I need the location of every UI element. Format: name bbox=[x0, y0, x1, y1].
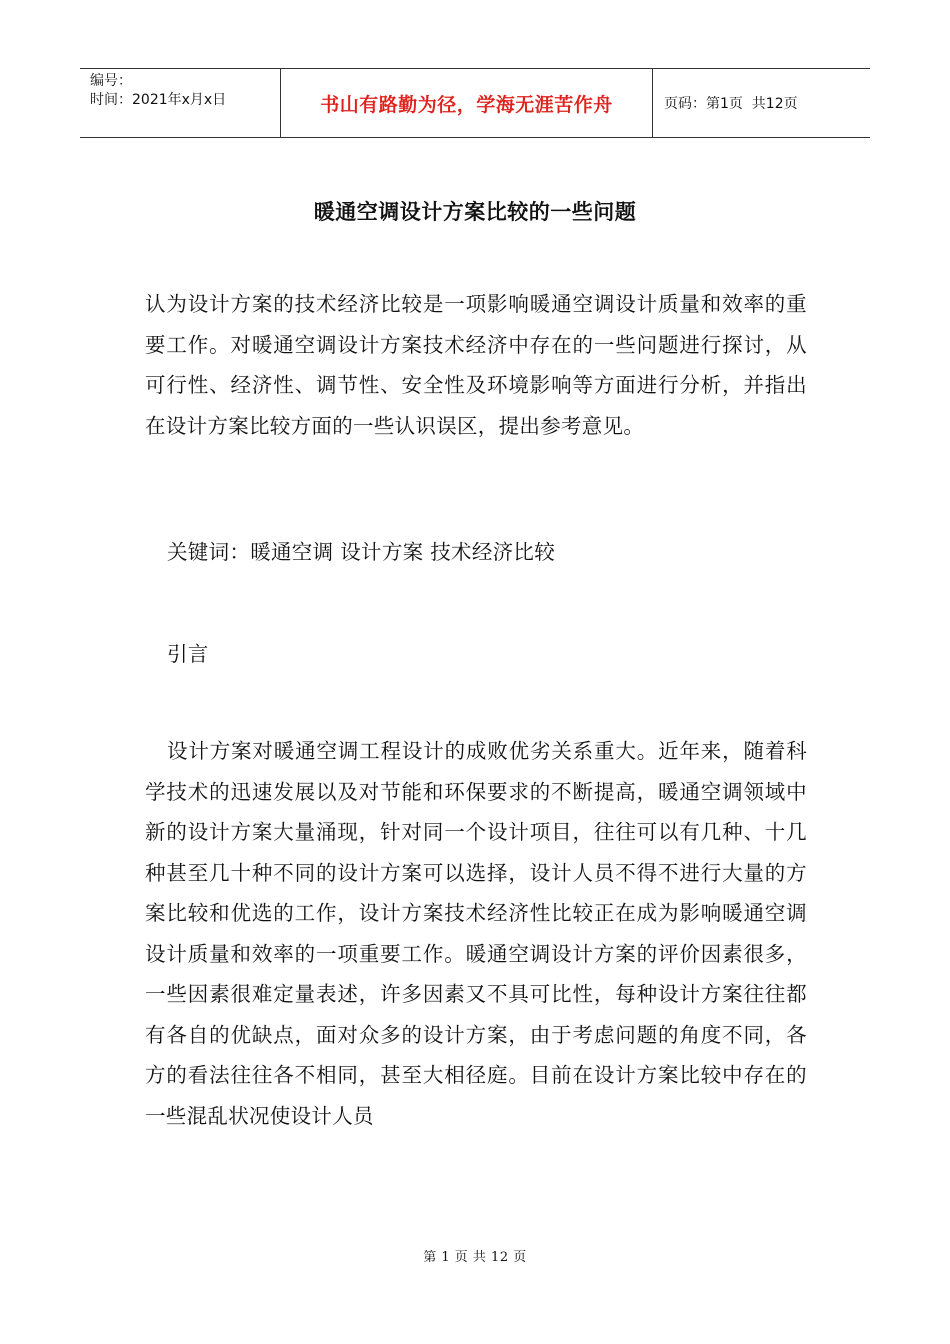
header-page-info-text: 页码：第1页 共12页 bbox=[664, 96, 798, 112]
page-footer: 第 1 页 共 12 页 bbox=[423, 1250, 527, 1265]
intro-heading: 引言 bbox=[167, 642, 209, 666]
header-motto: 书山有路勤为径，学海无涯苦作舟 bbox=[281, 69, 653, 137]
header-page-info bbox=[653, 69, 870, 137]
header-meta bbox=[80, 69, 281, 137]
header-number-label: 编号： bbox=[90, 73, 132, 89]
keywords-line: 关键词：暖通空调 设计方案 技术经济比较 bbox=[167, 540, 556, 564]
page-header bbox=[80, 68, 870, 138]
intro-body-paragraph: 设计方案对暖通空调工程设计的成败优劣关系重大。近年来，随着科学技术的迅速发展以及对节能和环保要求的不断提高，暖通空调领域中新的设计方案大量涌现，针对同一个设计项目，往往可以有几种、十几种甚至几十种不同的设计方案可以选择，设计人员不得不进行大量的方案比较和优选的工作，设计方案技术经济性比较正在成为影响暖通空调设计质量和效率的一项重要工作。暖通空调设计方案的评价因素很多，一些因素很难定量表述，许多因素又不具可比性，每种设计方案往往都有各自的优缺点，面对众多的设计方案，由于考虑问题的角度不同，各方的看法往往各不相同，甚至大相径庭。目前在设计方案比较中存在的一些混乱状况使设计人员 bbox=[145, 739, 807, 1128]
document-title: 暖通空调设计方案比较的一些问题 bbox=[313, 200, 637, 224]
abstract-paragraph: 认为设计方案的技术经济比较是一项影响暖通空调设计质量和效率的重要工作。对暖通空调设计方案技术经济中存在的一些问题进行探讨，从可行性、经济性、调节性、安全性及环境影响等方面进行分析，并指出在设计方案比较方面的一些认识误区，提出参考意见。 bbox=[145, 292, 807, 438]
header-date-label: 时间：2021年x月x日 bbox=[90, 92, 227, 108]
